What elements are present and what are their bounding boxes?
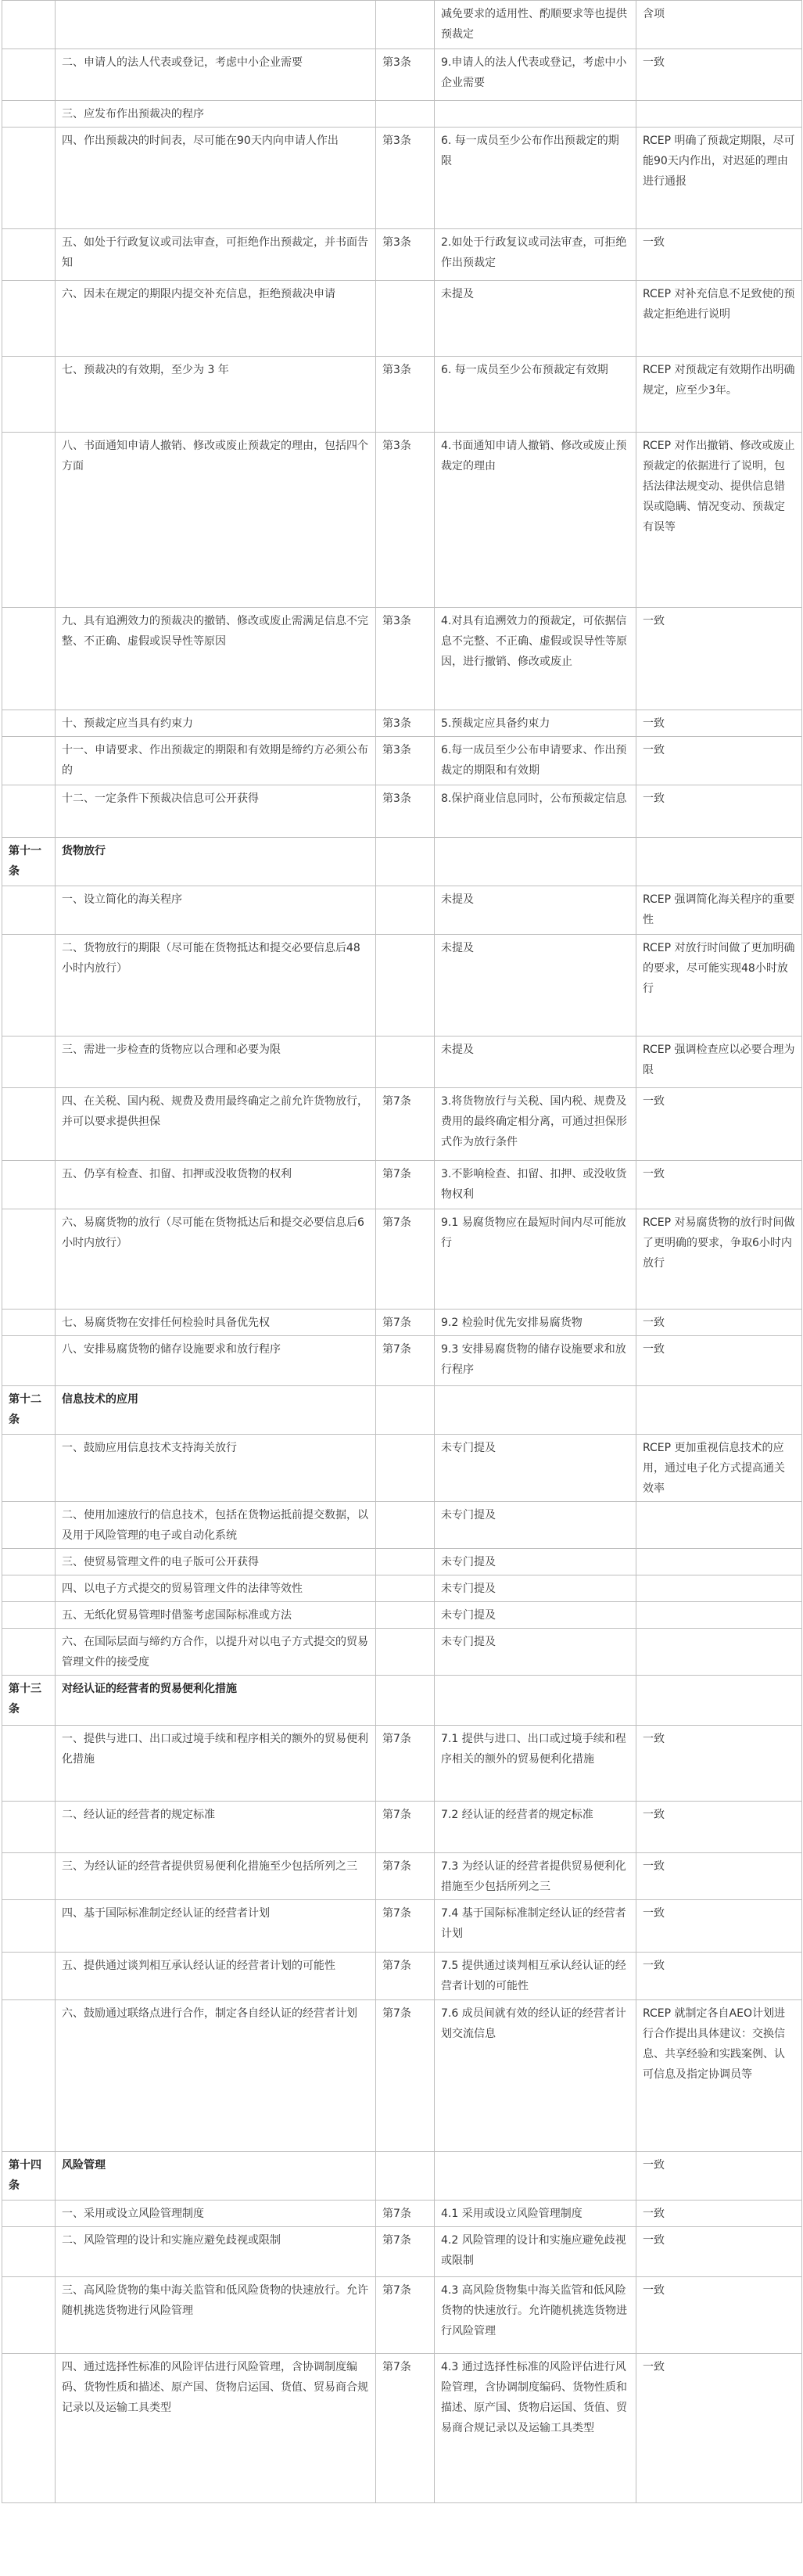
article-cell [2, 608, 56, 710]
table-row [2, 1209, 802, 1310]
table-row [2, 49, 802, 101]
tfa-article-cell [376, 1575, 435, 1602]
article-cell [2, 1900, 56, 1953]
table-row [2, 1310, 802, 1336]
tfa-article-cell: 第3条 [376, 49, 435, 101]
article-cell [2, 1853, 56, 1900]
comparison-cell [636, 1575, 802, 1602]
article-cell [2, 433, 56, 608]
tfa-clause-cell: 未提及 [435, 886, 636, 935]
table-row [2, 1575, 802, 1602]
tfa-article-cell: 第7条 [376, 1310, 435, 1336]
comparison-cell: 一致 [636, 229, 802, 281]
comparison-cell: RCEP 对放行时间做了更加明确的要求，尽可能实现48小时放行 [636, 935, 802, 1037]
comparison-cell: 一致 [636, 2201, 802, 2227]
article-cell [2, 1802, 56, 1853]
tfa-article-cell: 第7条 [376, 1853, 435, 1900]
table-row [2, 1726, 802, 1802]
tfa-clause-cell: 2.如处于行政复议或司法审查，可拒绝作出预裁定 [435, 229, 636, 281]
tfa-clause-cell: 7.4 基于国际标准制定经认证的经营者计划 [435, 1900, 636, 1953]
tfa-article-cell: 第3条 [376, 710, 435, 737]
tfa-clause-cell: 未专门提及 [435, 1502, 636, 1549]
article-cell [2, 1, 56, 49]
tfa-clause-cell: 未提及 [435, 1037, 636, 1088]
tfa-article-cell [376, 886, 435, 935]
rcep-clause-cell: 一、设立简化的海关程序 [56, 886, 376, 935]
rcep-clause-cell: 六、因未在规定的期限内提交补充信息，拒绝预裁决申请 [56, 281, 376, 357]
tfa-clause-cell: 3.不影响检查、扣留、扣押、或没收货物权利 [435, 1161, 636, 1209]
rcep-clause-cell: 十二、一定条件下预裁决信息可公开获得 [56, 785, 376, 838]
table-row [2, 2227, 802, 2277]
comparison-cell: 一致 [636, 608, 802, 710]
article-cell [2, 101, 56, 128]
rcep-clause-cell: 四、以电子方式提交的贸易管理文件的法律等效性 [56, 1575, 376, 1602]
tfa-clause-cell: 4.1 采用或设立风险管理制度 [435, 2201, 636, 2227]
article-cell [2, 785, 56, 838]
tfa-article-cell: 第7条 [376, 1802, 435, 1853]
rcep-clause-cell: 一、提供与进口、出口或过境手续和程序相关的额外的贸易便利化措施 [56, 1726, 376, 1802]
section-row [2, 1676, 802, 1726]
table-row [2, 1435, 802, 1502]
tfa-clause-cell: 6.每一成员至少公布申请要求、作出预裁定的期限和有效期 [435, 737, 636, 785]
table-row [2, 433, 802, 608]
tfa-clause-cell: 未专门提及 [435, 1435, 636, 1502]
article-cell [2, 1161, 56, 1209]
rcep-clause-cell: 二、使用加速放行的信息技术，包括在货物运抵前提交数据，以及用于风险管理的电子或自动化系统 [56, 1502, 376, 1549]
tfa-clause-cell: 9.3 安排易腐货物的储存设施要求和放行程序 [435, 1336, 636, 1386]
table-row [2, 1953, 802, 2000]
rcep-clause-cell: 货物放行 [56, 838, 376, 886]
tfa-article-cell: 第7条 [376, 1336, 435, 1386]
article-cell: 第十二条 [2, 1386, 56, 1435]
article-cell: 第十一条 [2, 838, 56, 886]
comparison-cell: RCEP 强调检查应以必要合理为限 [636, 1037, 802, 1088]
table-row [2, 1802, 802, 1853]
comparison-cell: 含项 [636, 1, 802, 49]
tfa-article-cell [376, 281, 435, 357]
tfa-article-cell [376, 1549, 435, 1575]
tfa-article-cell [376, 1, 435, 49]
table-row [2, 281, 802, 357]
comparison-cell [636, 1602, 802, 1629]
table-row [2, 785, 802, 838]
rcep-clause-cell: 四、作出预裁决的时间表，尽可能在90天内向申请人作出 [56, 128, 376, 229]
rcep-clause-cell: 三、需进一步检查的货物应以合理和必要为限 [56, 1037, 376, 1088]
comparison-cell: 一致 [636, 710, 802, 737]
tfa-article-cell: 第3条 [376, 608, 435, 710]
section-row [2, 838, 802, 886]
tfa-article-cell [376, 1602, 435, 1629]
table-body [2, 1, 802, 2503]
tfa-article-cell: 第7条 [376, 2227, 435, 2277]
tfa-clause-cell [435, 1386, 636, 1435]
comparison-cell: 一致 [636, 1088, 802, 1161]
tfa-clause-cell: 3.将货物放行与关税、国内税、规费及费用的最终确定相分离，可通过担保形式作为放行条件 [435, 1088, 636, 1161]
comparison-cell: 一致 [636, 1953, 802, 2000]
tfa-clause-cell: 5.预裁定应具备约束力 [435, 710, 636, 737]
tfa-article-cell: 第3条 [376, 128, 435, 229]
rcep-clause-cell: 二、风险管理的设计和实施应避免歧视或限制 [56, 2227, 376, 2277]
tfa-clause-cell: 6. 每一成员至少公布预裁定有效期 [435, 357, 636, 433]
rcep-clause-cell: 五、无纸化贸易管理时借鉴考虑国际标准或方法 [56, 1602, 376, 1629]
article-cell [2, 1575, 56, 1602]
table-row [2, 2277, 802, 2354]
tfa-article-cell: 第7条 [376, 2277, 435, 2354]
table-row [2, 1336, 802, 1386]
document-page [2, 0, 801, 2503]
tfa-article-cell [376, 1435, 435, 1502]
rcep-clause-cell: 风险管理 [56, 2152, 376, 2201]
tfa-article-cell: 第7条 [376, 2201, 435, 2227]
tfa-article-cell: 第7条 [376, 1161, 435, 1209]
tfa-clause-cell: 4.书面通知申请人撤销、修改或废止预裁定的理由 [435, 433, 636, 608]
tfa-clause-cell [435, 2152, 636, 2201]
tfa-clause-cell: 9.1 易腐货物应在最短时间内尽可能放行 [435, 1209, 636, 1310]
tfa-article-cell: 第3条 [376, 737, 435, 785]
tfa-clause-cell: 7.2 经认证的经营者的规定标准 [435, 1802, 636, 1853]
comparison-cell: 一致 [636, 49, 802, 101]
comparison-cell: 一致 [636, 1802, 802, 1853]
table-row [2, 2354, 802, 2503]
comparison-cell [636, 1549, 802, 1575]
comparison-cell: RCEP 对补充信息不足致使的预裁定拒绝进行说明 [636, 281, 802, 357]
tfa-clause-cell [435, 1676, 636, 1726]
comparison-cell [636, 1502, 802, 1549]
rcep-clause-cell: 信息技术的应用 [56, 1386, 376, 1435]
rcep-clause-cell: 对经认证的经营者的贸易便利化措施 [56, 1676, 376, 1726]
rcep-clause-cell: 十、预裁定应当具有约束力 [56, 710, 376, 737]
comparison-cell: RCEP 对作出撤销、修改或废止预裁定的依据进行了说明，包括法律法规变动、提供信息错误或隐瞒、情况变动、预裁定有误等 [636, 433, 802, 608]
article-cell: 第十四条 [2, 2152, 56, 2201]
rcep-clause-cell: 七、易腐货物在安排任何检验时具备优先权 [56, 1310, 376, 1336]
table-row [2, 935, 802, 1037]
tfa-clause-cell: 7.5 提供通过谈判相互承认经认证的经营者计划的可能性 [435, 1953, 636, 2000]
article-cell [2, 886, 56, 935]
comparison-table [2, 0, 802, 2503]
article-cell [2, 1336, 56, 1386]
tfa-clause-cell: 7.3 为经认证的经营者提供贸易便利化措施至少包括所列之三 [435, 1853, 636, 1900]
tfa-article-cell: 第7条 [376, 2000, 435, 2152]
article-cell [2, 49, 56, 101]
rcep-clause-cell: 七、预裁决的有效期，至少为 3 年 [56, 357, 376, 433]
tfa-article-cell: 第3条 [376, 357, 435, 433]
tfa-article-cell: 第7条 [376, 1953, 435, 2000]
rcep-clause-cell: 三、为经认证的经营者提供贸易便利化措施至少包括所列之三 [56, 1853, 376, 1900]
tfa-clause-cell: 7.6 成员间就有效的经认证的经营者计划交流信息 [435, 2000, 636, 2152]
tfa-article-cell [376, 838, 435, 886]
rcep-clause-cell: 九、具有追溯效力的预裁决的撤销、修改或废止需满足信息不完整、不正确、虚假或误导性等原因 [56, 608, 376, 710]
comparison-cell: 一致 [636, 785, 802, 838]
tfa-article-cell [376, 101, 435, 128]
tfa-clause-cell: 8.保护商业信息同时，公布预裁定信息 [435, 785, 636, 838]
article-cell [2, 357, 56, 433]
comparison-cell: 一致 [636, 1161, 802, 1209]
rcep-clause-cell: 六、鼓励通过联络点进行合作，制定各自经认证的经营者计划 [56, 2000, 376, 2152]
comparison-cell: 一致 [636, 2354, 802, 2503]
article-cell [2, 1602, 56, 1629]
tfa-clause-cell: 4.对具有追溯效力的预裁定，可依据信息不完整、不正确、虚假或误导性等原因，进行撤销、修改或废止 [435, 608, 636, 710]
tfa-clause-cell [435, 838, 636, 886]
table-row [2, 1502, 802, 1549]
comparison-cell: RCEP 就制定各自AEO计划进行合作提出具体建议：交换信息、共享经验和实践案例、认可信息及指定协调员等 [636, 2000, 802, 2152]
table-row [2, 886, 802, 935]
comparison-cell: 一致 [636, 2227, 802, 2277]
article-cell [2, 1310, 56, 1336]
rcep-clause-cell: 二、货物放行的期限（尽可能在货物抵达和提交必要信息后48小时内放行） [56, 935, 376, 1037]
article-cell [2, 1629, 56, 1676]
rcep-clause-cell: 三、使贸易管理文件的电子版可公开获得 [56, 1549, 376, 1575]
rcep-clause-cell: 二、经认证的经营者的规定标准 [56, 1802, 376, 1853]
article-cell [2, 1037, 56, 1088]
comparison-cell: 一致 [636, 1310, 802, 1336]
table-row [2, 357, 802, 433]
comparison-cell [636, 1676, 802, 1726]
comparison-cell: 一致 [636, 1900, 802, 1953]
tfa-article-cell [376, 1037, 435, 1088]
tfa-clause-cell: 6. 每一成员至少公布作出预裁定的期限 [435, 128, 636, 229]
comparison-cell: RCEP 明确了预裁定期限，尽可能90天内作出，对迟延的理由进行通报 [636, 128, 802, 229]
section-row [2, 1386, 802, 1435]
comparison-cell: RCEP 对预裁定有效期作出明确规定，应至少3年。 [636, 357, 802, 433]
tfa-clause-cell: 9.2 检验时优先安排易腐货物 [435, 1310, 636, 1336]
article-cell [2, 1088, 56, 1161]
tfa-clause-cell: 未提及 [435, 935, 636, 1037]
tfa-article-cell: 第3条 [376, 229, 435, 281]
rcep-clause-cell: 五、提供通过谈判相互承认经认证的经营者计划的可能性 [56, 1953, 376, 2000]
table-row [2, 2201, 802, 2227]
table-row [2, 101, 802, 128]
article-cell [2, 1549, 56, 1575]
tfa-clause-cell [435, 101, 636, 128]
comparison-cell: 一致 [636, 2277, 802, 2354]
article-cell [2, 710, 56, 737]
tfa-article-cell [376, 2152, 435, 2201]
article-cell [2, 2227, 56, 2277]
comparison-cell: RCEP 更加重视信息技术的应用，通过电子化方式提高通关效率 [636, 1435, 802, 1502]
tfa-clause-cell: 4.3 通过选择性标准的风险评估进行风险管理，含协调制度编码、货物性质和描述、原产国、货物启运国、货值、贸易商合规记录以及运输工具类型 [435, 2354, 636, 2503]
comparison-cell [636, 1386, 802, 1435]
tfa-clause-cell: 减免要求的适用性、酌顺要求等也提供预裁定 [435, 1, 636, 49]
tfa-article-cell [376, 1386, 435, 1435]
tfa-article-cell: 第7条 [376, 1726, 435, 1802]
comparison-cell: 一致 [636, 1336, 802, 1386]
tfa-article-cell [376, 1676, 435, 1726]
rcep-clause-cell [56, 1, 376, 49]
article-cell [2, 935, 56, 1037]
rcep-clause-cell: 一、鼓励应用信息技术支持海关放行 [56, 1435, 376, 1502]
table-row [2, 2000, 802, 2152]
rcep-clause-cell: 三、高风险货物的集中海关监管和低风险货物的快速放行。允许随机挑选货物进行风险管理 [56, 2277, 376, 2354]
article-cell [2, 2201, 56, 2227]
table-row [2, 1088, 802, 1161]
rcep-clause-cell: 十一、申请要求、作出预裁定的期限和有效期是缔约方必须公布的 [56, 737, 376, 785]
tfa-clause-cell: 4.3 高风险货物集中海关监管和低风险货物的快速放行。允许随机挑选货物进行风险管理 [435, 2277, 636, 2354]
table-row [2, 737, 802, 785]
tfa-article-cell [376, 1629, 435, 1676]
article-cell: 第十三条 [2, 1676, 56, 1726]
table-row [2, 1900, 802, 1953]
tfa-article-cell [376, 1502, 435, 1549]
comparison-cell [636, 1629, 802, 1676]
table-row [2, 128, 802, 229]
comparison-cell: 一致 [636, 2152, 802, 2201]
article-cell [2, 1209, 56, 1310]
tfa-article-cell: 第3条 [376, 433, 435, 608]
comparison-cell: 一致 [636, 1853, 802, 1900]
table-row [2, 1161, 802, 1209]
article-cell [2, 281, 56, 357]
tfa-clause-cell: 7.1 提供与进口、出口或过境手续和程序相关的额外的贸易便利化措施 [435, 1726, 636, 1802]
table-row [2, 1602, 802, 1629]
comparison-cell: 一致 [636, 1726, 802, 1802]
rcep-clause-cell: 六、易腐货物的放行（尽可能在货物抵达后和提交必要信息后6小时内放行） [56, 1209, 376, 1310]
table-row [2, 1549, 802, 1575]
comparison-cell: RCEP 对易腐货物的放行时间做了更明确的要求，争取6小时内放行 [636, 1209, 802, 1310]
tfa-article-cell [376, 935, 435, 1037]
table-row [2, 1629, 802, 1676]
rcep-clause-cell: 八、安排易腐货物的储存设施要求和放行程序 [56, 1336, 376, 1386]
tfa-article-cell: 第7条 [376, 2354, 435, 2503]
tfa-article-cell: 第3条 [376, 785, 435, 838]
article-cell [2, 229, 56, 281]
table-row [2, 608, 802, 710]
table-row [2, 1853, 802, 1900]
table-row [2, 229, 802, 281]
section-row [2, 2152, 802, 2201]
tfa-clause-cell: 9.申请人的法人代表或登记，考虑中小企业需要 [435, 49, 636, 101]
tfa-article-cell: 第7条 [376, 1209, 435, 1310]
tfa-clause-cell: 未专门提及 [435, 1549, 636, 1575]
tfa-article-cell: 第7条 [376, 1900, 435, 1953]
rcep-clause-cell: 二、申请人的法人代表或登记，考虑中小企业需要 [56, 49, 376, 101]
article-cell [2, 1953, 56, 2000]
article-cell [2, 1502, 56, 1549]
article-cell [2, 128, 56, 229]
comparison-cell: RCEP 强调简化海关程序的重要性 [636, 886, 802, 935]
article-cell [2, 1726, 56, 1802]
rcep-clause-cell: 六、在国际层面与缔约方合作，以提升对以电子方式提交的贸易管理文件的接受度 [56, 1629, 376, 1676]
table-row [2, 710, 802, 737]
article-cell [2, 2000, 56, 2152]
tfa-clause-cell: 未专门提及 [435, 1629, 636, 1676]
rcep-clause-cell: 五、如处于行政复议或司法审查，可拒绝作出预裁定，并书面告知 [56, 229, 376, 281]
rcep-clause-cell: 四、通过选择性标准的风险评估进行风险管理，含协调制度编码、货物性质和描述、原产国、货物启运国、货值、贸易商合规记录以及运输工具类型 [56, 2354, 376, 2503]
article-cell [2, 2277, 56, 2354]
article-cell [2, 2354, 56, 2503]
table-row [2, 1037, 802, 1088]
tfa-clause-cell: 4.2 风险管理的设计和实施应避免歧视或限制 [435, 2227, 636, 2277]
tfa-clause-cell: 未专门提及 [435, 1575, 636, 1602]
rcep-clause-cell: 五、仍享有检查、扣留、扣押或没收货物的权利 [56, 1161, 376, 1209]
rcep-clause-cell: 四、在关税、国内税、规费及费用最终确定之前允许货物放行，并可以要求提供担保 [56, 1088, 376, 1161]
comparison-cell: 一致 [636, 737, 802, 785]
article-cell [2, 737, 56, 785]
table-row [2, 1, 802, 49]
article-cell [2, 1435, 56, 1502]
rcep-clause-cell: 八、书面通知申请人撤销、修改或废止预裁定的理由，包括四个方面 [56, 433, 376, 608]
tfa-clause-cell: 未专门提及 [435, 1602, 636, 1629]
tfa-clause-cell: 未提及 [435, 281, 636, 357]
comparison-cell [636, 101, 802, 128]
comparison-cell [636, 838, 802, 886]
tfa-article-cell: 第7条 [376, 1088, 435, 1161]
rcep-clause-cell: 一、采用或设立风险管理制度 [56, 2201, 376, 2227]
rcep-clause-cell: 三、应发布作出预裁决的程序 [56, 101, 376, 128]
rcep-clause-cell: 四、基于国际标准制定经认证的经营者计划 [56, 1900, 376, 1953]
